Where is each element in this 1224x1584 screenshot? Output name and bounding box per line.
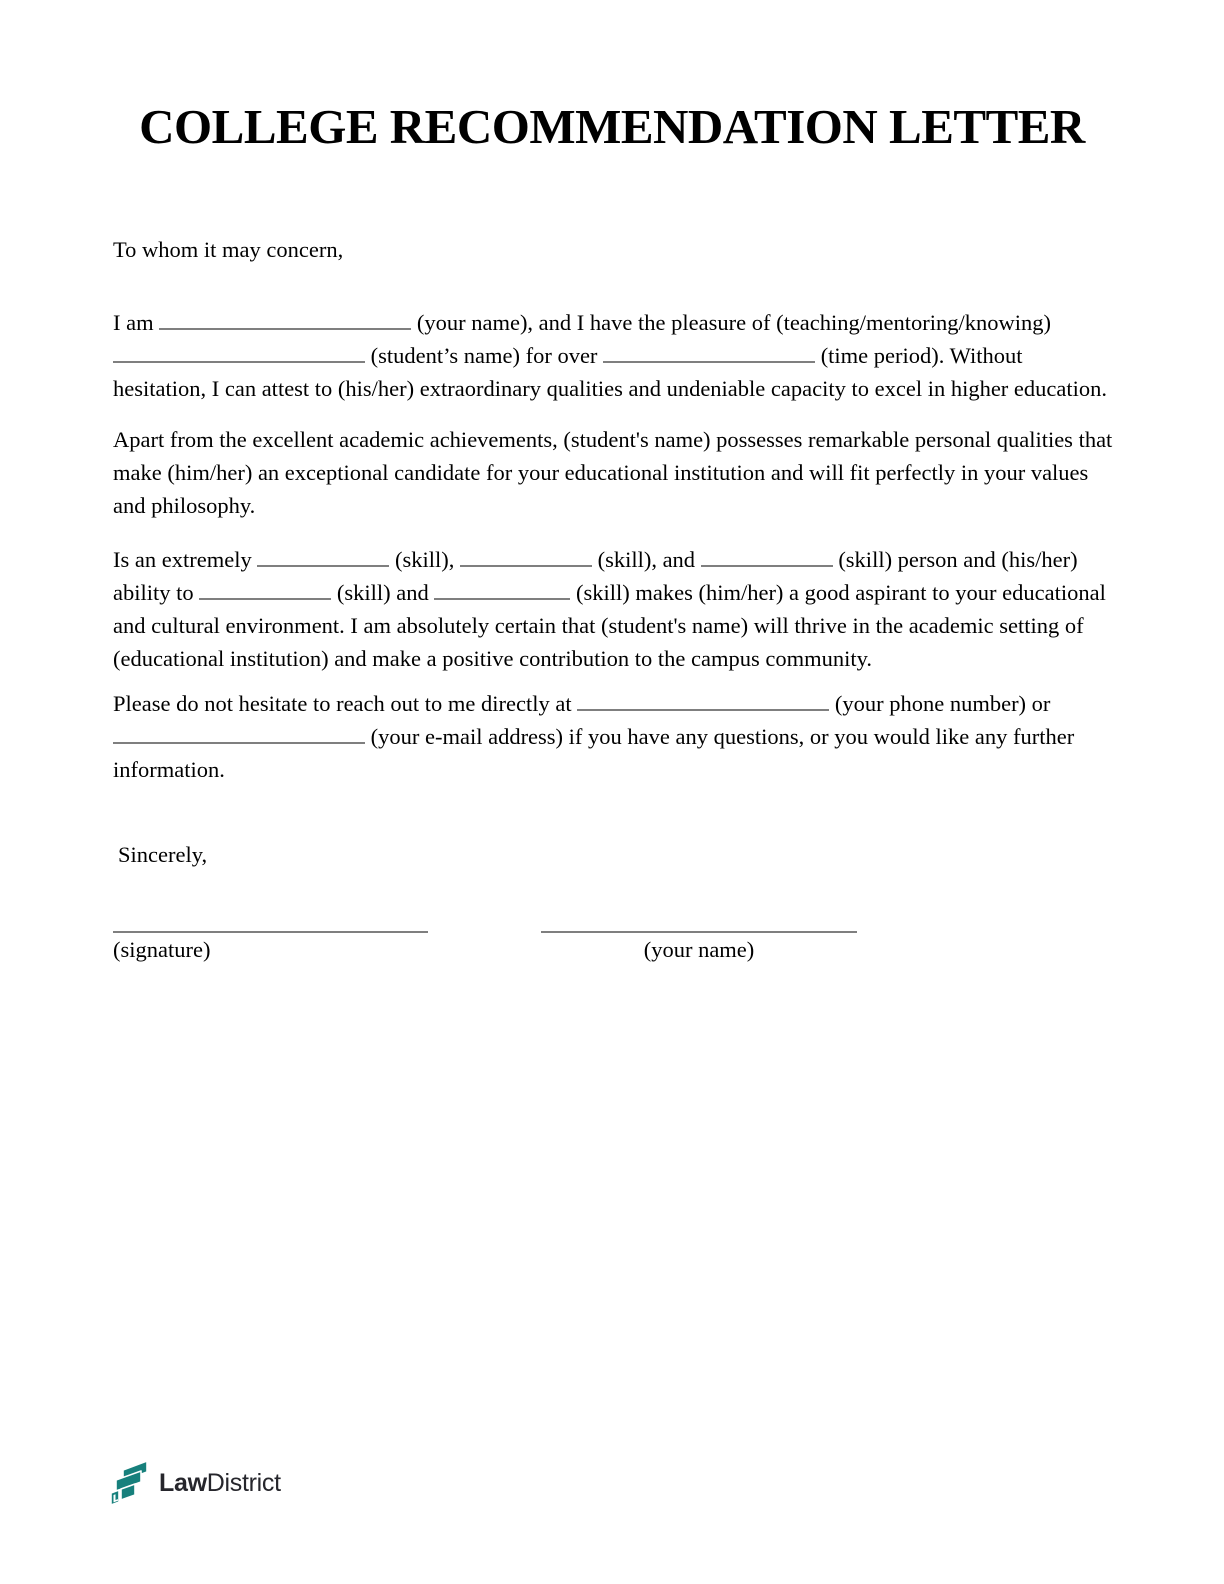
blank-line [701, 548, 833, 567]
stacked-documents-icon [110, 1460, 150, 1511]
blank-line [199, 581, 331, 600]
logo-text-law: Law [159, 1469, 207, 1497]
salutation: To whom it may concern, [113, 237, 344, 262]
page-title: COLLEGE RECOMMENDATION LETTER [139, 99, 1085, 154]
blank-line [577, 692, 829, 711]
paragraph-contact: Please do not hesitate to reach out to me directly at (your phone number) or (your e-mail address) if you have any questions, or you would like any further information. [113, 691, 1075, 782]
paragraph-qualities: Apart from the excellent academic achievements, (student's name) possesses remarkable personal qualities that make (him/her) an exceptional candidate for your educational institution and will fit perfectly in your values and philosophy. [113, 427, 1113, 518]
signature-section [113, 931, 857, 965]
paragraph-introduction: I am (your name), and I have the pleasure of (teaching/mentoring/knowing) (student’s name) for over (time period). Without hesitation, I can attest to (his/her) extraordinary qualities and undeniable capacity to excel in higher education. [113, 310, 1108, 401]
blank-line [159, 311, 411, 330]
blank-line [113, 725, 365, 744]
logo-wordmark [159, 1471, 281, 1500]
name-label: (your name) [643, 937, 755, 962]
signature-label: (signature) [113, 937, 211, 962]
blank-line [257, 548, 389, 567]
closing: Sincerely, [118, 842, 208, 867]
blank-line [460, 548, 592, 567]
signature-line [113, 931, 428, 965]
blank-line [434, 581, 570, 600]
lawdistrict-logo [110, 1460, 281, 1511]
blank-line [603, 344, 815, 363]
name-line [541, 931, 857, 965]
blank-line [113, 344, 365, 363]
logo-text-district: District [206, 1469, 281, 1497]
signature-gap [428, 931, 541, 965]
paragraph-skills: Is an extremely (skill), (skill), and (skill) person and (his/her) ability to (skill) and (skill) makes (him/her) a good aspirant to your educational and cultural environment. I am absolutely certain that (student's name) will thrive in the academic setting of (educational institution) and make a positive contribution to the campus community. [113, 547, 1106, 671]
